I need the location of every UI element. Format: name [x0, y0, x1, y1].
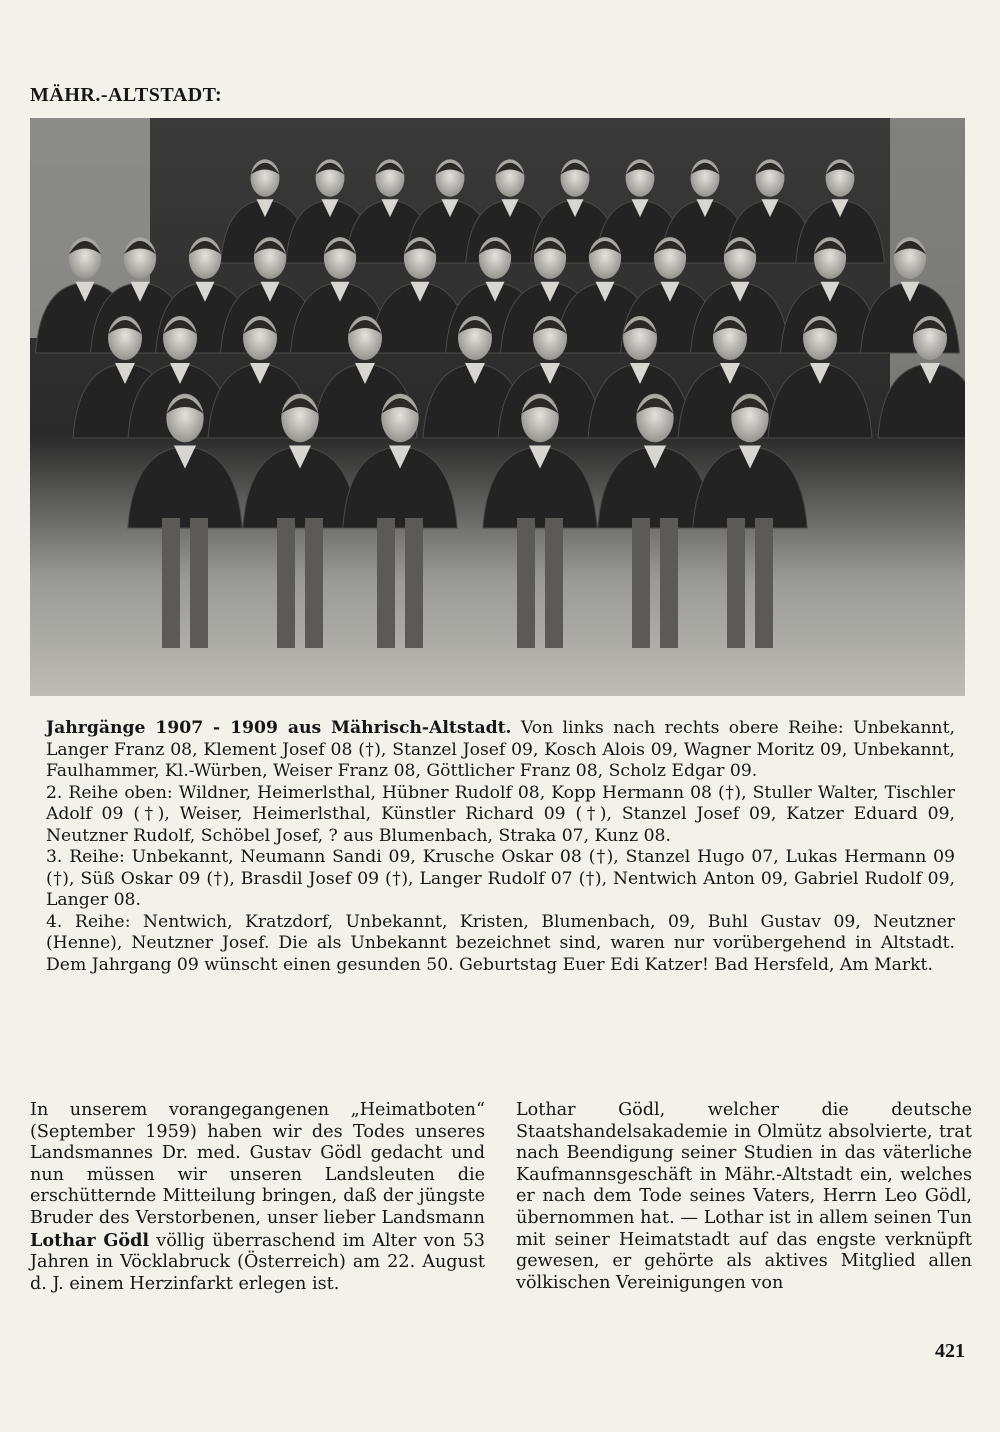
person-leg — [377, 518, 395, 648]
person-leg — [660, 518, 678, 648]
person-leg — [305, 518, 323, 648]
caption-paragraph-1 — [46, 718, 955, 783]
person-leg — [727, 518, 745, 648]
person-leg — [162, 518, 180, 648]
section-heading: MÄHR.-ALTSTADT: — [30, 84, 223, 106]
article-left-before: In unserem vorangegangenen „Heimatboten“ (September 1959) haben wir des Todes unseres Landsmannes Dr. med. Gustav Gödl gedacht und nun müssen wir unseren Landsleuten die erschütternde Mitteilung bringen, daß der jüngste Bruder des Verstorbenen, unser lieber Landsmann — [30, 1100, 485, 1228]
article-column-right: Lothar Gödl, welcher die deutsche Staatshandelsakademie in Olmütz absolvierte, trat nach Beendigung seiner Studien in das väterliche Kaufmannsgeschäft in Mähr.-Altstadt ein, welches er nach dem Tode seines Vaters, Herrn Leo Gödl, übernommen hat. — Lothar ist in allem seinen Tun mit seiner Heimatstadt auf das engste verknüpft gewesen, er gehörte als aktives Mitglied allen völkischen Vereinigungen von — [516, 1100, 972, 1293]
group-photo — [30, 118, 965, 696]
person-leg — [277, 518, 295, 648]
person-leg — [755, 518, 773, 648]
caption-row-3: 3. Reihe: Unbekannt, Neumann Sandi 09, Krusche Oskar 08 (†), Stanzel Hugo 07, Lukas Hermann 09 (†), Süß Oskar 09 (†), Brasdil Josef 09 (†), Langer Rudolf 07 (†), Nentwich Anton 09, Gabriel Rudolf 09, Langer 08. — [46, 847, 955, 910]
article-left-after: völlig überraschend im Alter von 53 Jahren in Vöcklabruck (Österreich) am 22. August d. J. einem Herzinfarkt erlegen ist. — [30, 1230, 485, 1294]
person-leg — [517, 518, 535, 648]
person-leg — [632, 518, 650, 648]
group-photo-illustration — [30, 118, 965, 696]
caption-row-1: Von links nach rechts obere Reihe: Unbekannt, Langer Franz 08, Klement Josef 08 (†), Stanzel Josef 09, Kosch Alois 09, Wagner Moritz 09, Unbekannt, Faulhammer, Kl.-Würben, Weiser Franz 08, Göttlicher Franz 08, Scholz Edgar 09. — [46, 718, 956, 781]
page-number: 421 — [935, 1340, 965, 1362]
article-name-bold: Lothar Gödl — [30, 1229, 150, 1251]
person-leg — [190, 518, 208, 648]
caption-row-2: 2. Reihe oben: Wildner, Heimerlsthal, Hübner Rudolf 08, Kopp Hermann 08 (†), Stuller Walter, Tischler Adolf 09 (†), Weiser, Heimerlsthal, Künstler Richard 09 (†), Stanzel Josef 09, Katzer Eduard 09, Neutzner Rudolf, Schöbel Josef, ? aus Blumenbach, Straka 07, Kunz 08. — [46, 782, 955, 846]
caption-row-4: 4. Reihe: Nentwich, Kratzdorf, Unbekannt, Kristen, Blumenbach, 09, Buhl Gustav 09, Neutzner (Henne), Neutzner Josef. Die als Unbekannt bezeichnet sind, waren nur vorübergehend in Altstadt. Dem Jahrgang 09 wünscht einen gesunden 50. Geburtstag Euer Edi Katzer! Bad Hersfeld, Am Markt. — [46, 911, 955, 975]
photo-caption — [46, 718, 955, 976]
person-leg — [405, 518, 423, 648]
person-leg — [545, 518, 563, 648]
caption-lead: Jahrgänge 1907 - 1909 aus Mährisch-Altstadt. — [46, 718, 512, 738]
article-column-left — [30, 1100, 485, 1295]
